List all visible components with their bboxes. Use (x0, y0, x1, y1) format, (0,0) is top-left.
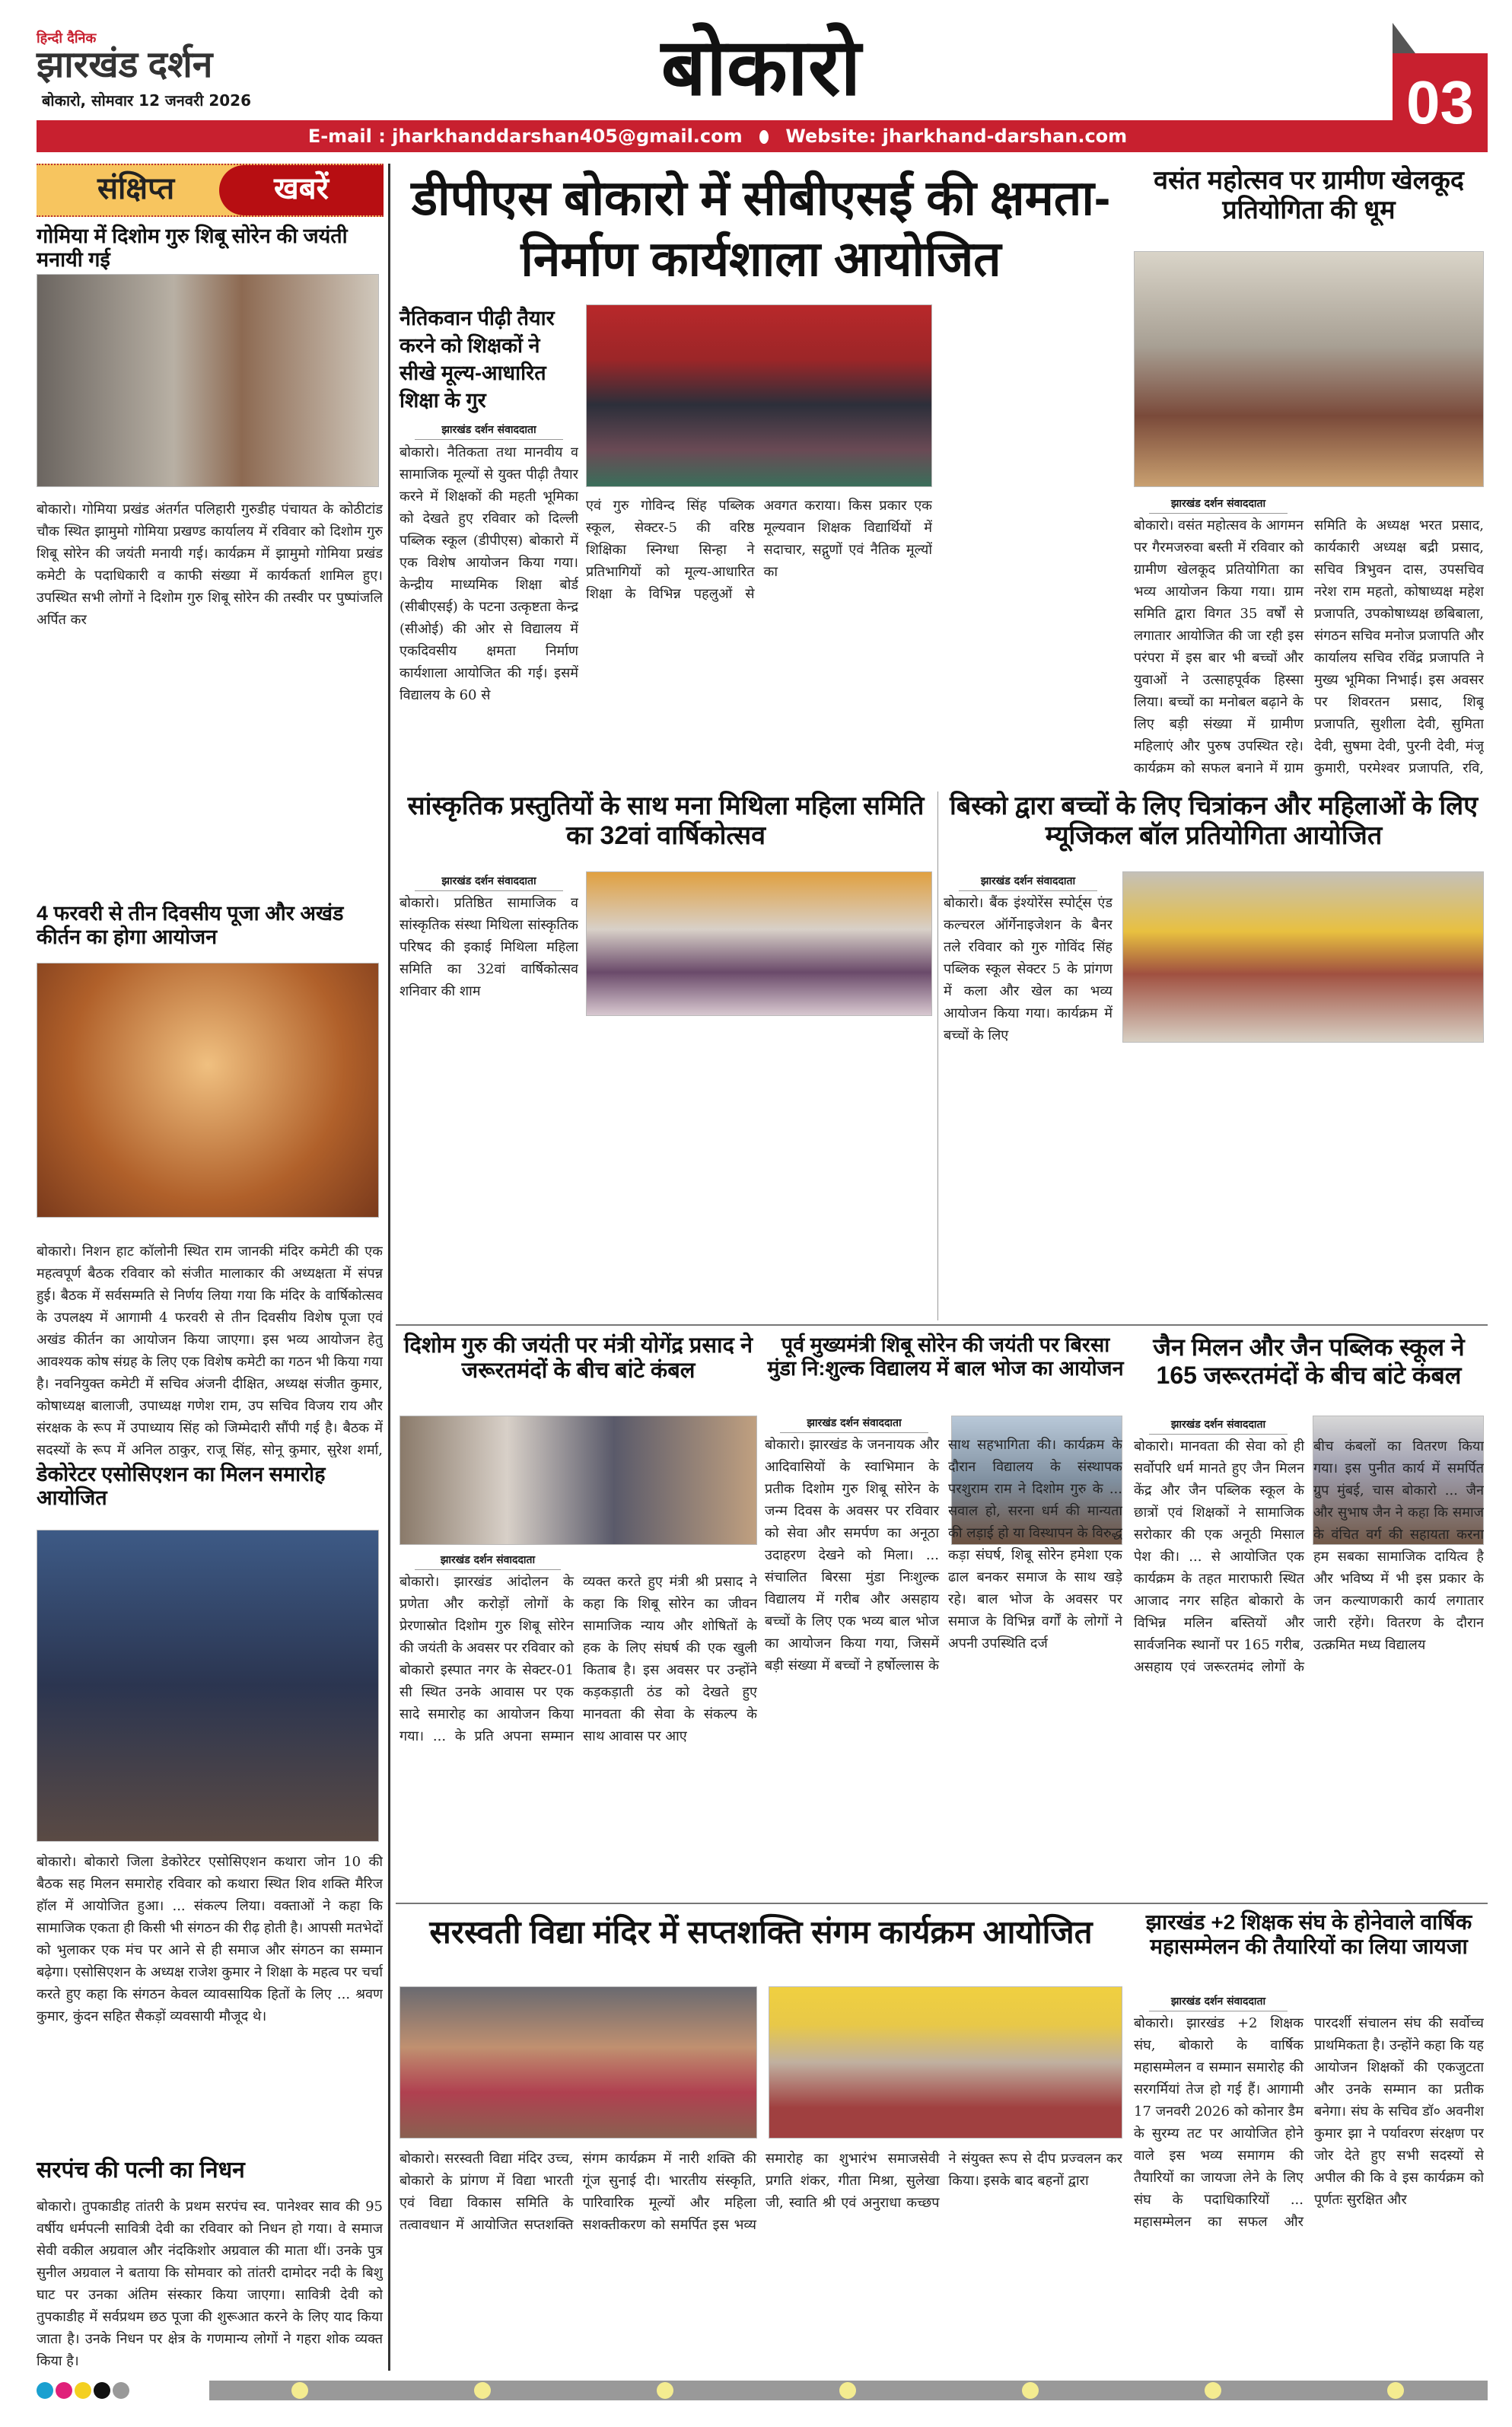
bisco-body: बोकारो। बैंक इंश्योरेंस स्पोर्ट्स एंड कल्चरल ऑर्गेनाइजेशन के बैनर तले रविवार को गुरु गोविंद सिंह पब्लिक स्कूल सेक्टर 5 के प्रांगण में कला और खेल का भव्य आयोजन किया गया। कार्यक्रम में बच्चों के लिए (944, 895, 1113, 1043)
column-divider (388, 164, 390, 2371)
brief-body: बोकारो। गोमिया प्रखंड अंतर्गत पलिहारी गुरुडीह पंचायत के कोठीटांड चौक स्थित झामुमो गोमिया प्रखण्ड कार्यालय में रविवार को दिशोम गुरु शिबू सोरेन की जयंती मनायी गई। कार्यक्रम में झामुमो गोमिया प्रखंड कमेटी के पदाधिकारी व काफी संख्या में कार्यकर्ता शामिल हुए। उपस्थित सभी लोगों ने दिशोम गुरु शिबू सोरेन की तस्वीर पर पुष्पांजलि अर्पित कर (37, 502, 383, 628)
plus2-byline (1134, 1994, 1303, 2015)
saraswati-body: बोकारो। सरस्वती विद्या मंदिर उच्च, बोकारो के प्रांगण में विद्या भारती एवं विद्या विकास समिति के तत्वावधान में आयोजित सप्तशक्ति संगम कार्यक्रम में नारी शक्ति की गूंज सुनाई दी। भारतीय संस्कृति, पारिवारिक मूल्यों और महिला सशक्तीकरण को समर्पित इस भव्य समारोह का शुभारंभ समाजसेवी प्रगति शंकर, गीता मिश्रा, सुलेखा जी, स्वाति श्री एवं अनुराधा कच्छप ने संयुक्त रूप से दीप प्रज्वलन कर किया। इसके बाद बहनों द्वारा (399, 2151, 1122, 2233)
footer-dot (474, 2382, 491, 2399)
header-bar (37, 120, 1399, 152)
brief-photo (37, 274, 379, 487)
mithila-body: बोकारो। प्रतिष्ठित सामाजिक व सांस्कृतिक संस्था मिथिला सांस्कृतिक परिषद की इकाई मिथिला महिला समिति का 32वां वार्षिकोत्सव शनिवार की शाम (399, 895, 578, 999)
paper-name-logo: झारखंड दर्शन (37, 45, 213, 85)
yogendra-photo (399, 1416, 757, 1545)
yellow-dot (75, 2382, 91, 2399)
brief-banner-right: खबरें (219, 165, 384, 215)
yogendra-body: बोकारो। झारखंड आंदोलन के प्रणेता और करोड़ों लोगों के प्रेरणास्रोत दिशोम गुरु शिबू सोरेन की जयंती के अवसर पर रविवार को बोकारो इस्पात नगर के सेक्टर-01 सी स्थित उनके आवास पर एक सादे समारोह का आयोजन किया गया। ... के प्रति अपना सम्मान व्यक्त करते हुए मंत्री श्री प्रसाद ने कहा कि शिबू सोरेन का जीवन सामाजिक न्याय और शोषितों के हक के लिए संघर्ष की एक खुली किताब है। इस अवसर पर उन्होंने कड़कड़ाती ठंड को देखते हुए मानवता की सेवा के संकल्प के साथ आवास पर आए (399, 1574, 757, 1744)
lead-photo (586, 304, 932, 487)
bisco-byline (944, 874, 1113, 894)
brief-photo (37, 1530, 379, 1842)
brief-banner (37, 164, 384, 217)
vasant-photo (1134, 251, 1484, 487)
gray-dot (113, 2382, 129, 2399)
column-divider (937, 791, 938, 1320)
color-registration-marks (37, 2382, 132, 2402)
jain-body: बोकारो। मानवता की सेवा को ही सर्वोपरि धर्म मानते हुए जैन मिलन केंद्र और जैन पब्लिक स्कूल के छात्रों एवं शिक्षकों ने सामाजिक सरोकार की एक अनूठी मिसाल पेश की। ... से आयोजित एक कार्यक्रम के तहत माराफारी स्थित आजाद नगर सहित बोकारो के विभिन्न मलिन बस्तियों और सार्वजनिक स्थानों पर 165 गरीब, असहाय एवं जरूरतमंद लोगों के बीच कंबलों का वितरण किया गया। इस पुनीत कार्य में समर्पित ग्रुप मुंबई, चास बोकारो ... जैन और सुभाष जैन ने कहा कि समाज के वंचित वर्ग की सहायता करना हम सबका सामाजिक दायित्व है और भविष्य में भी इस प्रकार के जन कल्याणकारी कार्य लगातार जारी रहेंगे। वितरण के दौरान उत्क्रमित मध्य विद्यालय (1134, 1438, 1484, 1675)
brief-headline: डेकोरेटर एसोसिएशन का मिलन समारोह आयोजित (37, 1463, 326, 1510)
yogendra-headline: दिशोम गुरु की जयंती पर मंत्री योगेंद्र प्रसाद ने जरूरतमंदों के बीच बांटे कंबल (403, 1333, 753, 1384)
brief-banner-left: संक्षिप्त (97, 172, 175, 205)
saraswati-photo-1 (399, 1986, 757, 2139)
byline: झारखंड दर्शन संवाददाता (959, 874, 1097, 891)
byline: झारखंड दर्शन संवाददाता (415, 1553, 561, 1570)
saraswati-headline: सरस्वती विद्या मंदिर में सप्तशक्ति संगम कार्यक्रम आयोजित (429, 1914, 1093, 1950)
black-dot (94, 2382, 110, 2399)
byline: झारखंड दर्शन संवाददाता (1149, 496, 1288, 514)
masthead (0, 0, 1512, 156)
footer-bar (209, 2381, 1488, 2400)
vasant-byline (1134, 496, 1303, 517)
jain-headline: जैन मिलन और जैन पब्लिक स्कूल ने 165 जरूरतमंदों के बीच बांटे कंबल (1153, 1333, 1465, 1389)
website-link[interactable]: Website: jharkhand-darshan.com (785, 126, 1128, 147)
brief-headline: 4 फरवरी से तीन दिवसीय पूजा और अखंड कीर्तन का होगा आयोजन (37, 902, 344, 949)
bisco-headline: बिस्को द्वारा बच्चों के लिए चित्रांकन और महिलाओं के लिए म्यूजिकल बॉल प्रतियोगिता आयोजित (949, 791, 1479, 851)
cyan-dot (37, 2382, 53, 2399)
footer-dot (1387, 2382, 1404, 2399)
footer-dot (291, 2382, 308, 2399)
byline: झारखंड दर्शन संवाददाता (1149, 1417, 1288, 1435)
lead-subhead: नैतिकवान पीढ़ी तैयार करने को शिक्षकों ने सीखे मूल्य-आधारित शिक्षा के गुर (399, 307, 555, 412)
magenta-dot (56, 2382, 72, 2399)
mithila-byline (399, 874, 578, 894)
byline: झारखंड दर्शन संवाददाता (415, 874, 563, 891)
bullet-icon (759, 130, 769, 144)
lead-headline: डीपीएस बोकारो में सीबीएसई की क्षमता-निर्माण कार्यशाला आयोजित (411, 170, 1111, 286)
lead-body: बोकारो। नैतिकता तथा मानवीय व सामाजिक मूल्यों से युक्त पीढ़ी तैयार करने में शिक्षकों की महती भूमिका को देखते हुए रविवार को दिल्ली पब्लिक स्कूल (डीपीएस) बोकारो में एक विशेष आयोजन किया गया। केन्द्रीय माध्यमिक शिक्षा बोर्ड (सीबीएसई) के पटना उत्कृष्टता केन्द्र (सीओई) की ओर से विद्यालय में एकदिवसीय क्षमता निर्माण कार्यशाला आयोजित की गई। इसमें विद्यालय के 60 से (399, 444, 578, 703)
plus2-body: बोकारो। झारखंड +2 शिक्षक संघ, बोकारो के वार्षिक महासम्मेलन व सम्मान समारोह की सरगर्मियां तेज हो गई हैं। आगामी 17 जनवरी 2026 को कोनार डैम के सुरम्य तट पर आयोजित होने वाले इस भव्य समागम की तैयारियों का जायजा लेने के लिए संघ के पदाधिकारियों ... महासम्मेलन का सफल और पारदर्शी संचालन संघ की सर्वोच्च प्राथमिकता है। उन्होंने कहा कि यह आयोजन शिक्षकों की एकजुटता और उनके सम्मान का प्रतीक बनेगा। संघ के सचिव डॉ० अवनीश कुमार झा ने पर्यावरण संरक्षण पर जोर देते हुए सभी सदस्यों से अपील की कि वे इस कार्यक्रम को पूर्णतः सुरक्षित और (1134, 2015, 1484, 2230)
lead-byline (399, 422, 578, 443)
vasant-headline: वसंत महोत्सव पर ग्रामीण खेलकूद प्रतियोगिता की धूम (1154, 166, 1464, 225)
brief-body: बोकारो। बोकारो जिला डेकोरेटर एसोसिएशन कथारा जोन 10 की बैठक सह मिलन समारोह रविवार को कथारा स्थित शिव शक्ति मैरिज हॉल में आयोजित हुआ। ... संकल्प लिया। वक्ताओं ने कहा कि सामाजिक एकता ही किसी भी संगठन की रीढ़ होती है। आपसी मतभेदों को भुलाकर एक मंच पर आने से ही समाज और संगठन का सम्मान बढ़ेगा। एसोसिएशन के अध्यक्ष राजेश कुमार ने शिक्षा के महत्व पर चर्चा करते हुए कहा कि संगठन केवल व्यावसायिक हितों के लिए ... श्रवण कुमार, कुंदन सहित सैकड़ों व्यवसायी मौजूद थे। (37, 1854, 383, 2024)
section-divider (396, 1324, 1488, 1326)
byline: झारखंड दर्शन संवाददाता (1149, 1994, 1288, 2011)
brief-headline: सरपंच की पत्नी का निधन (37, 2158, 245, 2183)
byline: झारखंड दर्शन संवाददाता (415, 422, 563, 440)
lead-body-continued: एवं गुरु गोविन्द सिंह पब्लिक स्कूल, सेक्टर-5 की वरिष्ठ शिक्षिका स्निग्धा सिन्हा ने प्रतिभागियों को मूल्य-आधारित शिक्षा के विभिन्न पहलुओं से अवगत कराया। किस प्रकार एक मूल्यवान शिक्षक विद्यार्थियों में सदाचार, सद्गुणों एवं नैतिक मूल्यों का (586, 498, 932, 602)
footer-dot (1022, 2382, 1039, 2399)
footer-dot (1205, 2382, 1221, 2399)
tagline: हिन्दी दैनिक (37, 30, 97, 46)
mithila-headline: सांस्कृतिक प्रस्तुतियों के साथ मना मिथिला महिला समिति का 32वां वार्षिकोत्सव (407, 791, 925, 851)
vasant-body: बोकारो। वसंत महोत्सव के आगमन पर गैरमजरुवा बस्ती में रविवार को ग्रामीण खेलकूद प्रतियोगिता का भव्य आयोजन किया गया। ग्राम समिति द्वारा विगत 35 वर्षों से लगातार आयोजित की जा रही इस परंपरा में इस बार भी बच्चों और युवाओं ने उत्साहपूर्वक हिस्सा लिया। बच्चों का मनोबल बढ़ाने के लिए बड़ी संख्या में ग्रामीण महिलाएं और पुरुष उपस्थित रहे। कार्यक्रम को सफल बनाने में ग्राम समिति के अध्यक्ष भरत प्रसाद, कार्यकारी अध्यक्ष बद्री प्रसाद, सचिव त्रिभुवन दास, उपसचिव नरेश राम महतो, कोषाध्यक्ष महेश प्रजापति, उपकोषाध्यक्ष छबिबाला, संगठन सचिव मनोज प्रजापति और कार्यालय सचिव रविंद्र प्रजापति ने मुख्य भूमिका निभाई। इस अवसर पर शिवरतन प्रसाद, शिबू प्रजापति, सुशीला देवी, सुमिता देवी, सुषमा देवी, पुरनी देवी, मंजू कुमारी, परमेश्वर प्रजापति, रवि, (1134, 518, 1484, 776)
balbhoj-body: बोकारो। झारखंड के जननायक और आदिवासियों के स्वाभिमान के प्रतीक दिशोम गुरु शिबू सोरेन के जन्म दिवस के अवसर पर रविवार को सेवा और समर्पण का अनूठा उदाहरण देखने को मिला। ... संचालित बिरसा मुंडा निःशुल्क विद्यालय में गरीब और असहाय बच्चों के लिए एक भव्य बाल भोज का आयोजन किया गया, जिसमें बड़ी संख्या में बच्चों ने हर्षोल्लास के साथ सहभागिता की। कार्यक्रम के दौरान विद्यालय के संस्थापक परशुराम राम ने दिशोम गुरु के ... सवाल हो, सरना धर्म की मान्यता की लड़ाई हो या विस्थापन के विरुद्ध कड़ा संघर्ष, शिबू सोरेन हमेशा एक ढाल बनकर समाज के साथ खड़े रहे। बाल भोज के अवसर पर समाज के विभिन्न वर्गों के लोगों ने अपनी उपस्थिति दर्ज (765, 1437, 1122, 1674)
bisco-photo (1122, 871, 1484, 1043)
balbhoj-byline (765, 1416, 944, 1436)
dateline: बोकारो, सोमवार 12 जनवरी 2026 (42, 91, 252, 110)
brief-body: बोकारो। तुपकाडीह तांतरी के प्रथम सरपंच स्व. पानेश्वर साव की 95 वर्षीय धर्मपत्नी सावित्री देवी का रविवार को निधन हो गया। वे समाज सेवी वकील अग्रवाल और नंदकिशोर अग्रवाल की माता थीं। उनके पुत्र सुनील अग्रवाल ने बताया कि सोमवार को तांतरी दामोदर नदी के बिशु घाट पर उनका अंतिम संस्कार किया जाएगा। सावित्री देवी को तुपकाडीह में सर्वप्रथम छठ पूजा की शुरूआत करने के लिए याद किया जाता है। उनके निधन पर क्षेत्र के गणमान्य लोगों ने गहरा शोक व्यक्त किया है। (37, 2199, 383, 2369)
yogendra-byline (399, 1553, 576, 1573)
lead-body-column (947, 304, 1116, 784)
brief-photo (37, 963, 379, 1218)
section-divider (396, 1903, 1488, 1904)
email-link[interactable]: E-mail : jharkhanddarshan405@gmail.com (307, 126, 743, 147)
footer-dot (839, 2382, 856, 2399)
footer-dot (657, 2382, 673, 2399)
page-number: 03 (1393, 53, 1488, 152)
edition-title: बोकारो (661, 24, 861, 112)
brief-headline: गोमिया में दिशोम गुरु शिबू सोरेन की जयंती मनायी गई (37, 225, 348, 272)
mithila-photo (586, 871, 932, 1016)
plus2-headline: झारखंड +2 शिक्षक संघ के होनेवाले वार्षिक महासम्मेलन की तैयारियों का लिया जायजा (1145, 1910, 1472, 1959)
byline: झारखंड दर्शन संवाददाता (780, 1416, 928, 1433)
jain-byline (1134, 1417, 1303, 1438)
saraswati-photo-2 (769, 1986, 1122, 2139)
brief-body: बोकारो। निशन हाट कॉलोनी स्थित राम जानकी मंदिर कमेटी की एक महत्वपूर्ण बैठक रविवार को संजीत मालाकार की अध्यक्षता में संपन्न हुई। बैठक में सर्वसम्मति से निर्णय लिया गया कि मंदिर के वार्षिकोत्सव के उपलक्ष्य में आगामी 4 फरवरी से तीन दिवसीय विशेष पूजा एवं अखंड कीर्तन का आयोजन किया जाएगा। इस भव्य आयोजन हेतु आवश्यक कोष संग्रह के लिए एक विशेष कमेटी का गठन भी किया गया है। नवनियुक्त कमेटी में सचिव अंजनी दीक्षित, अध्यक्ष संजीत कुमार, कोषाध्यक्ष बालाजी, उपाध्यक्ष गणेश राम, उप सचिव विजय राय और संरक्षक के रूप में उपाध्याय सिंह को जिम्मेदारी सौंपी गई है। बैठक में सदस्यों के रूप में अनिल ठाकुर, राजू सिंह, सोनू कुमार, सुरेश शर्मा, (37, 1244, 383, 1457)
balbhoj-headline: पूर्व मुख्यमंत्री शिबू सोरेन की जयंती पर बिरसा मुंडा नि:शुल्क विद्यालय में बाल भोज का आयोजन (767, 1333, 1124, 1381)
corner-triangle (1393, 23, 1415, 53)
